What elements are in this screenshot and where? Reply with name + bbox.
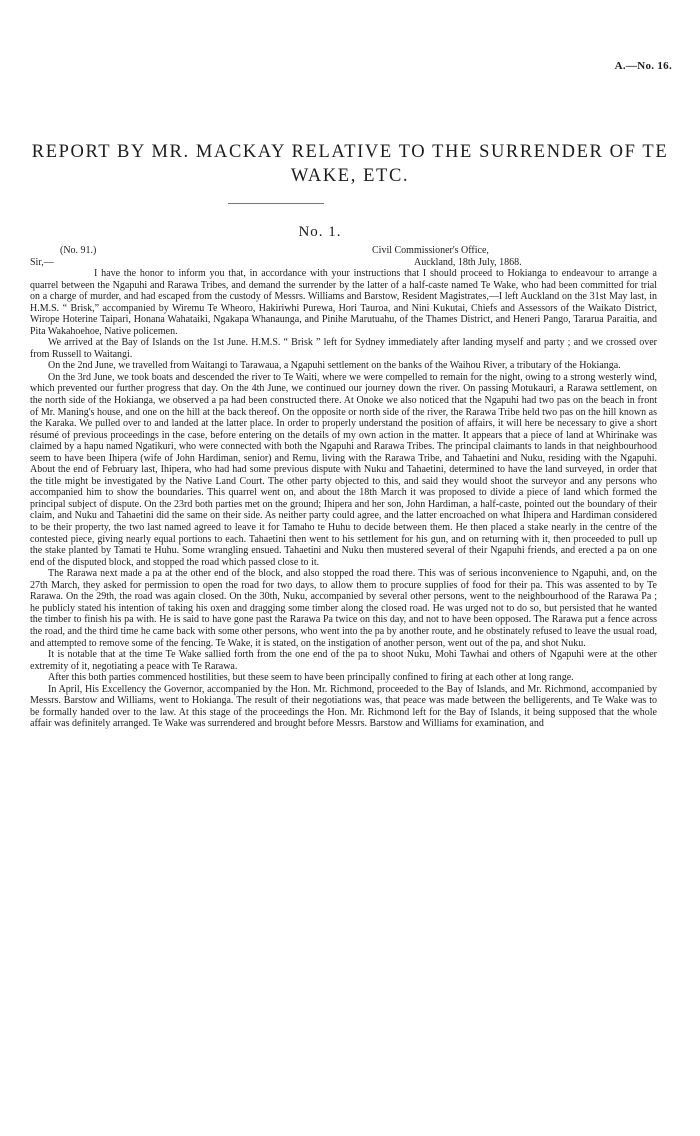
letter-office: Civil Commissioner's Office,: [372, 245, 489, 256]
title-divider: [228, 203, 324, 204]
letter-body: [30, 268, 657, 730]
body-paragraph-1: I have the honor to inform you that, in accordance with your instructions that I should proceed to Hokianga to endeavour to arrange a quarrel between the Ngapuhi and Rarawa Tribes, and demand the surrender by the latter of a half-caste named Te Wake, who had been committed for trial on a charge of murder, and had escaped from the custody of Messrs. Williams and Barstow, Resident Magistrates,—I left Auckland on the 31st May last, in H.M.S. “ Brisk,” accompanied by Wiremu Te Wheoro, Hakiriwhi Purewa, Hori Tauroa, and Nini Kukutai, Chiefs and Assessors of the Waikato District, Wirope Hoterine Taipari, Honana Wahataiki, Ngakapa Whanaunga, and Pinihe Marutuahu, of the Thames District, and Heneri Pango, Tararua Paraitia, and Pita Wakahoehoe, Native policemen.: [30, 268, 657, 337]
page-identifier: A.—No. 16.: [614, 60, 672, 72]
letter-salutation: Sir,—: [30, 256, 54, 268]
letter-number: (No. 91.): [60, 245, 97, 256]
body-paragraph-6: It is notable that at the time Te Wake sallied forth from the one end of the pa to shoot Nuku, Mohi Tawhai and others of Ngapuhi were at the other extremity of it, negotiating a peace with Te Rarawa.: [30, 649, 657, 672]
body-paragraph-5: The Rarawa next made a pa at the other end of the block, and also stopped the road there. This was of serious inconvenience to Ngapuhi, and, on the 27th March, they asked for permission to open the road for two days, to allow them to procure supplies of food for their pa. This was assented to by Te Rarawa. On the 29th, the road was again closed. On the 30th, Nuku, accompanied by several other persons, went to the neighbourhood of the Rarawa Pa ; he publicly stated his intention of taking his oxen and dragging some timber along the closed road. He was urged not to do so, but persisted that he wanted the timber to finish his pa with. He is said to have gone past the Rarawa Pa twice on this day, and not to have been opposed. The Rarawa put a fence across the road, and the third time he came back with some other persons, who went into the pa by another route, and he obstinately refused to leave the usual road, and attempted to remove some of the fencing. Te Wake, it is stated, on the instigation of another person, went out of the pa, and shot Nuku.: [30, 568, 657, 649]
body-paragraph-7: After this both parties commenced hostilities, but these seem to have been principally confined to firing at each other at long range.: [48, 672, 574, 684]
letter-date: Auckland, 18th July, 1868.: [414, 256, 522, 268]
body-paragraph-4: On the 3rd June, we took boats and descended the river to Te Waiti, where we were compelled to remain for the night, owing to a strong westerly wind, which prevented our further progress that day. On the 4th June, we continued our journey down the river. On passing Motukauri, a Rarawa settlement, on the north side of the Hokianga, we observed a pa had been constructed there. At Onoke we also noticed that the Ngapuhi had two pas on the beach in front of Mr. Maning's house, and one on the hill at the back thereof. On the opposite or north side of the river, the Rarawa Tribe held two pas on the hill known as the Karaka. We pulled over to and landed at the latter place. In order to properly understand the position of affairs, it will here be necessary to give a short résumé of previous proceedings in the case, before entering on the details of my own action in the matter. It appears that a piece of land at Whirinake was claimed by a hapu named Ngatikuri, who were connected with both the Ngapuhi and Rarawa Tribes. The principal claimants to lands in that neighbourhood seem to have been Ihipera (wife of John Hardiman, senior) and Remu, living with the Rarawa Tribe, and Tahaetini and Nuku, residing with the Ngapuhi. About the end of February last, Ihipera, who had had some previous dispute with Nuku and Tahaetini, determined to have the land surveyed, in order that the title might be investigated by the Native Land Court. The other party objected to this, and said they would shoot the surveyor and any persons who accompanied him to show the boundaries. This quarrel went on, and about the 18th March it was proposed to divide a piece of land which formed the principal subject of dispute. On the 23rd both parties met on the ground; Ihipera and her son, John Hardiman, a half-caste, pointed out the boundary of their claim, and Nuku and Tahaetini did the same on their side. As neither party could agree, and the latter encroached on what Ihipera and Hardiman considered to be their property, the two last named agreed to leave it for Tamaho te Huhu to decide between them. He then placed a stake nearly in the centre of the contested piece, giving nearly equal portions to each. Tahaetini then went to his settlement for his gun, and on returning with it, then proceeded to pull up the stake planted by Tamati te Huhu. Some wrangling ensued. Tahaetini and Nuku then mustered several of their Ngapuhi friends, and erected a pa on one end of the disputed block, and stopped the road which passed close to it.: [30, 371, 657, 568]
section-number-heading: No. 1.: [298, 224, 342, 240]
body-paragraph-8: In April, His Excellency the Governor, accompanied by the Hon. Mr. Richmond, proceeded to the Bay of Islands, and Mr. Richmond, accompanied by Messrs. Barstow and Williams, went to Hokianga. The result of their negotiations was, that peace was made between the belligerents, and Te Wake was to be formally handed over to the law. At this stage of the proceedings the Hon. Mr. Richmond left for the Bay of Islands, it being supposed that the whole affair was definitely arranged. Te Wake was surrendered and brought before Messrs. Barstow and Williams for examination, and: [30, 683, 657, 730]
body-paragraph-3: On the 2nd June, we travelled from Waitangi to Tarawaua, a Ngapuhi settlement on the banks of the Waihou River, a tributary of the Hokianga.: [48, 360, 621, 372]
body-paragraph-2: We arrived at the Bay of Islands on the 1st June. H.M.S. “ Brisk ” left for Sydney immediately after landing myself and party ; and we crossed over from Russell to Waitangi.: [30, 337, 657, 360]
report-title: REPORT BY MR. MACKAY RELATIVE TO THE SURRENDER OF TE WAKE, ETC.: [31, 142, 669, 186]
